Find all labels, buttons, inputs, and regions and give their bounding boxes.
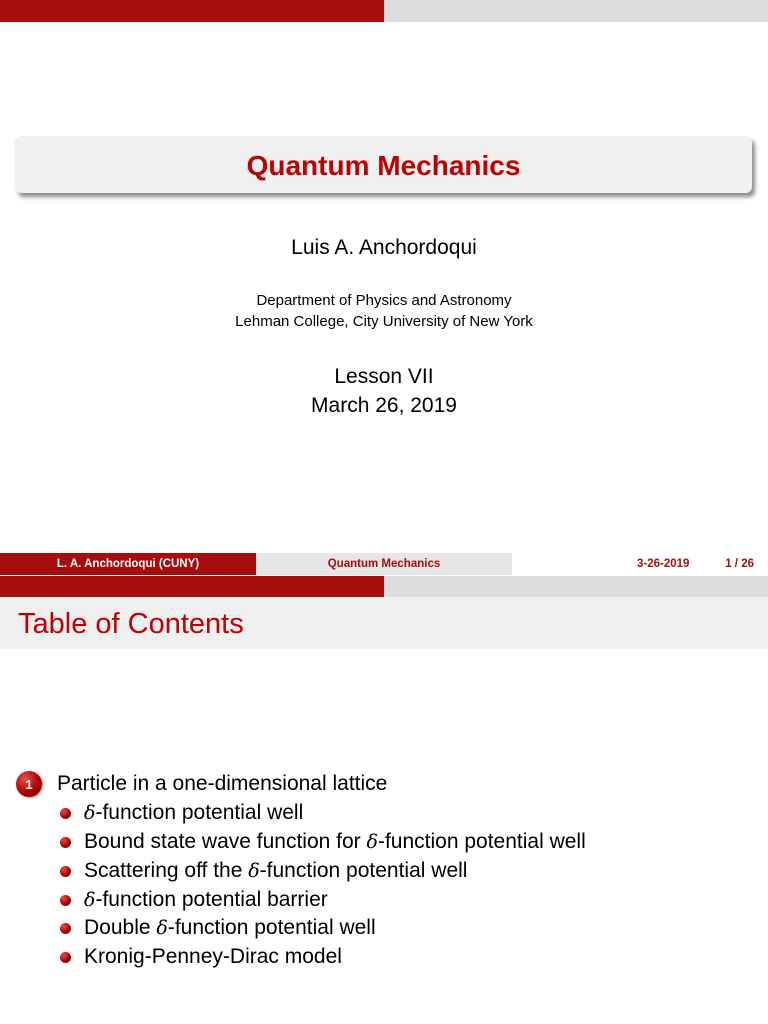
section-number-ball: 1: [16, 771, 42, 797]
toc-subsection[interactable]: [60, 886, 328, 914]
subsection-text: -function potential well: [95, 801, 304, 824]
top-bar-accent: [0, 576, 384, 598]
delta-symbol: δ: [84, 802, 96, 824]
subsection-text: -function potential well: [259, 859, 468, 882]
toc-subsection[interactable]: [60, 799, 303, 827]
presentation-title: Quantum Mechanics: [246, 150, 521, 181]
toc-subsection[interactable]: [60, 914, 376, 942]
subsection-text: Kronig-Penney-Dirac model: [84, 945, 342, 968]
top-bar: [0, 0, 768, 22]
footer-author: L. A. Anchordoqui (CUNY): [0, 553, 256, 575]
frame-title: Table of Contents: [18, 608, 244, 640]
toc-subsection[interactable]: [60, 943, 342, 971]
top-bar-accent: [0, 0, 384, 22]
institute-department: Department of Physics and Astronomy: [256, 292, 512, 309]
footer-right: [512, 553, 768, 575]
presentation-date: March 26, 2019: [311, 394, 457, 417]
section-label: Particle in a one-dimensional lattice: [57, 772, 388, 795]
subsection-text: -function potential well: [377, 830, 586, 853]
frame-title-bar: [0, 597, 768, 649]
title-box: [15, 136, 752, 193]
subsection-text-prefix: Double: [84, 916, 157, 939]
footer: [0, 553, 768, 575]
institute-college: Lehman College, City University of New York: [235, 313, 533, 330]
toc-section[interactable]: [16, 770, 387, 798]
delta-symbol: δ: [248, 860, 260, 882]
footer-date: 3-26-2019: [637, 558, 690, 570]
delta-symbol: δ: [366, 831, 378, 853]
subsection-text-prefix: Scattering off the: [84, 859, 249, 882]
footer-title: Quantum Mechanics: [256, 553, 512, 575]
toc-subsection[interactable]: [60, 857, 467, 885]
toc-slide: [0, 576, 768, 1024]
subsection-text: -function potential well: [167, 916, 376, 939]
subsection-text: -function potential barrier: [95, 888, 328, 911]
bullet-icon: [60, 866, 71, 877]
bullet-icon: [60, 895, 71, 906]
bullet-icon: [60, 952, 71, 963]
toc-subsection[interactable]: [60, 828, 586, 856]
bullet-icon: [60, 923, 71, 934]
top-bar: [0, 576, 768, 598]
bullet-icon: [60, 837, 71, 848]
author-name: Luis A. Anchordoqui: [291, 236, 477, 259]
delta-symbol: δ: [156, 917, 168, 939]
footer-page-number: 1 / 26: [725, 558, 754, 570]
subsection-text-prefix: Bound state wave function for: [84, 830, 367, 853]
lesson-label: Lesson VII: [334, 365, 434, 388]
bullet-icon: [60, 808, 71, 819]
delta-symbol: δ: [84, 889, 96, 911]
